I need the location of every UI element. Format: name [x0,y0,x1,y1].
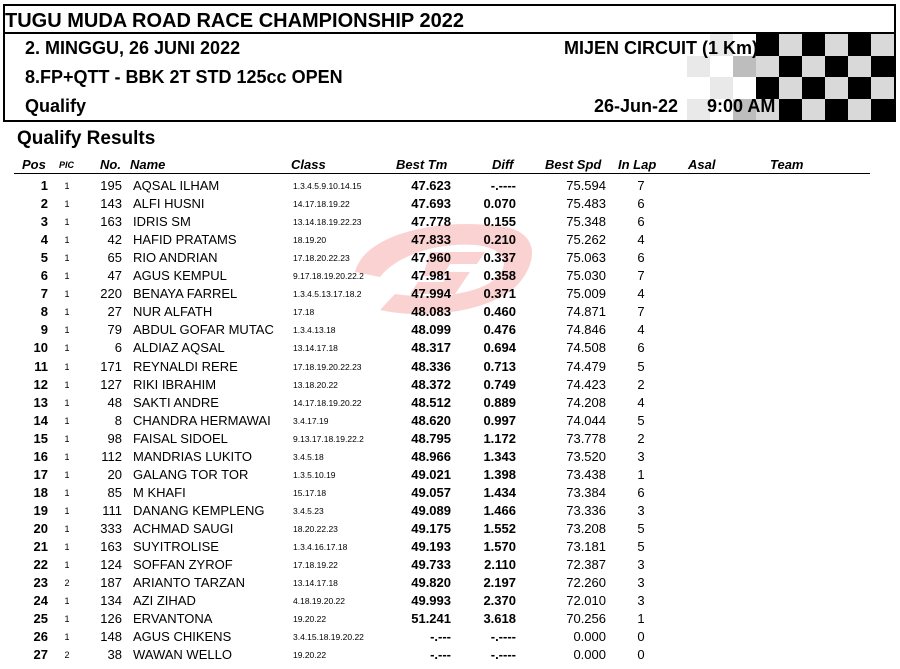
row-rider-name: ACHMAD SAUGI [133,520,234,536]
row-pos: 26 [33,629,48,645]
row-number: 65 [107,250,122,266]
col-best-speed: Best Spd [545,157,602,172]
row-in-lap: 5 [637,358,645,374]
table-row [0,647,900,665]
results-title: Qualify Results [17,128,156,149]
row-rider-name: ERVANTONA [133,611,213,627]
table-row [0,467,900,485]
row-diff: 3.618 [483,611,516,627]
row-best-speed: 74.423 [566,376,606,392]
col-no: No. [100,157,121,172]
row-pic: 1 [64,505,70,516]
row-rider-name: IDRIS SM [133,214,191,230]
championship-title: TUGU MUDA ROAD RACE CHAMPIONSHIP 2022 [5,10,464,32]
row-pos: 6 [40,268,48,284]
row-diff: 1.398 [483,466,516,482]
row-in-lap: 0 [637,647,645,663]
row-class: 13.14.18.19.22.23 [293,217,362,228]
row-pic: 1 [64,560,70,571]
row-diff: 1.466 [483,502,516,518]
row-best-time: 49.175 [411,520,451,536]
row-best-time: 47.693 [411,196,451,212]
row-class: 1.3.4.5.9.10.14.15 [293,181,362,191]
row-rider-name: ABDUL GOFAR MUTAC [133,322,274,338]
row-class: 15.17.18 [293,487,327,498]
row-in-lap: 2 [637,376,645,392]
row-pic: 1 [64,433,70,444]
row-class: 3.4.5.23 [293,505,324,516]
row-rider-name: ALFI HUSNI [133,196,205,212]
row-number: 85 [107,484,122,500]
row-rider-name: MANDRIAS LUKITO [133,448,252,464]
row-diff: 1.172 [483,430,516,446]
row-pic: 1 [64,181,70,191]
session-date: 26-Jun-22 [594,96,679,116]
row-pos: 8 [40,304,48,320]
table-row [0,322,900,340]
row-in-lap: 7 [637,268,645,284]
header-divider [14,173,870,174]
row-best-time: 49.089 [411,502,451,518]
row-diff: 0.476 [483,322,516,338]
row-number: 38 [107,647,122,663]
row-number: 47 [107,268,122,284]
row-best-time: 47.778 [411,214,451,230]
circuit-name: MIJEN CIRCUIT (1 Km) [564,38,759,58]
row-best-time: 49.057 [411,484,451,500]
row-pos: 10 [33,340,48,356]
row-in-lap: 6 [637,250,645,266]
table-row [0,395,900,413]
row-class: 1.3.4.13.18 [293,325,336,336]
row-pos: 1 [40,178,48,193]
row-pos: 11 [34,358,48,374]
row-best-time: 48.099 [411,322,451,338]
col-class: Class [291,157,326,172]
row-in-lap: 3 [637,575,645,591]
row-best-speed: 73.438 [566,466,606,482]
row-best-speed: 0.000 [573,647,606,663]
row-best-time: 49.193 [411,539,451,554]
row-pic: 1 [64,235,70,246]
row-diff: -.---- [490,629,516,645]
col-team: Team [770,157,804,172]
row-best-speed: 73.778 [566,430,606,446]
row-best-time: 48.512 [411,394,451,410]
row-in-lap: 4 [637,322,645,338]
row-class: 13.14.17.18 [293,578,338,589]
row-in-lap: 6 [637,196,645,212]
row-in-lap: 4 [637,232,645,248]
row-best-time: 49.993 [411,593,451,609]
row-pos: 4 [40,232,48,248]
row-rider-name: WAWAN WELLO [133,647,232,663]
row-in-lap: 5 [637,539,645,554]
col-pos: Pos [22,157,46,172]
row-pic: 1 [64,289,70,300]
row-diff: 0.889 [483,394,516,410]
row-number: 163 [100,214,122,230]
row-pos: 18 [33,484,48,500]
row-pic: 1 [64,523,70,534]
row-rider-name: NUR ALFATH [133,304,213,320]
row-diff: -.---- [490,178,516,193]
row-number: 20 [107,466,122,482]
row-best-speed: 75.483 [566,196,606,212]
row-number: 124 [100,557,122,573]
row-in-lap: 1 [637,466,645,482]
row-diff: 0.358 [483,268,516,284]
row-best-time: 49.021 [411,466,451,482]
row-diff: 0.460 [483,304,516,320]
row-class: 17.18.19.22 [293,560,338,571]
row-pic: 1 [64,199,70,210]
row-rider-name: RIO ANDRIAN [133,250,218,266]
row-class: 4.18.19.20.22 [293,596,345,607]
table-row [0,268,900,286]
row-diff: 0.155 [483,214,516,230]
row-number: 48 [107,394,122,410]
row-class: 3.4.5.18 [293,451,324,462]
row-diff: 1.343 [483,448,516,464]
row-number: 27 [107,304,122,320]
row-best-time: 48.372 [411,376,451,392]
row-in-lap: 3 [637,448,645,464]
row-diff: 0.371 [483,286,516,302]
row-best-speed: 74.044 [566,412,606,428]
row-best-time: 48.317 [411,340,451,356]
row-best-speed: 74.508 [566,340,606,356]
session-name: Qualify [25,96,87,116]
row-pic: 1 [64,307,70,318]
row-rider-name: RIKI IBRAHIM [133,376,217,392]
table-row [0,521,900,539]
row-number: 112 [101,448,122,464]
row-best-time: 48.795 [411,430,451,446]
row-rider-name: FAISAL SIDOEL [133,430,228,446]
table-row [0,214,900,232]
row-in-lap: 6 [637,484,645,500]
row-diff: 0.997 [483,412,516,428]
row-best-speed: 73.208 [566,520,606,536]
row-in-lap: 3 [637,502,645,518]
row-in-lap: 6 [637,340,645,356]
row-pos: 5 [40,250,48,266]
row-diff: 1.570 [483,539,516,554]
row-pos: 7 [40,286,48,302]
row-diff: 0.210 [483,232,516,248]
row-class: 1.3.4.16.17.18 [293,542,348,552]
row-class: 9.17.18.19.20.22.2 [293,271,364,282]
row-best-speed: 75.063 [566,250,606,266]
row-in-lap: 4 [637,394,645,410]
table-row [0,286,900,304]
race-name: 8.FP+QTT - BBK 2T STD 125cc OPEN [25,67,343,87]
table-row [0,485,900,503]
row-best-time: 47.994 [411,286,451,302]
table-row [0,304,900,322]
row-in-lap: 6 [637,214,645,230]
row-pic: 1 [64,542,70,552]
col-name: Name [130,157,166,172]
row-in-lap: 4 [637,286,645,302]
row-best-speed: 74.871 [566,304,606,320]
row-rider-name: DANANG KEMPLENG [133,502,265,518]
row-class: 14.17.18.19.22 [293,199,350,210]
row-best-speed: 70.256 [566,611,606,627]
row-rider-name: HAFID PRATAMS [133,232,237,248]
row-in-lap: 5 [637,520,645,536]
row-class: 18.20.22.23 [293,523,338,534]
row-pic: 1 [64,397,70,408]
row-class: 1.3.5.10.19 [293,469,336,480]
row-pic: 2 [64,650,70,661]
row-class: 9.13.17.18.19.22.2 [293,433,364,444]
table-row [0,359,900,377]
row-diff: 0.713 [483,358,516,374]
row-pos: 16 [33,448,48,464]
row-number: 171 [100,358,122,374]
row-class: 19.20.22 [293,614,327,625]
table-row [0,449,900,467]
row-pos: 17 [33,466,48,482]
row-rider-name: ALDIAZ AQSAL [133,340,225,356]
table-row [0,575,900,593]
row-number: 6 [114,340,122,356]
row-pos: 2 [40,196,48,212]
session-time: 9:00 AM [707,96,776,116]
row-number: 333 [100,520,122,536]
row-rider-name: AQSAL ILHAM [133,178,220,193]
row-number: 127 [100,376,122,392]
row-best-time: 47.623 [411,178,451,193]
row-number: 220 [100,286,122,302]
row-best-speed: 74.208 [566,394,606,410]
table-row [0,539,900,557]
row-best-speed: 72.260 [566,575,606,591]
row-best-time: 48.966 [411,448,451,464]
row-number: 111 [102,502,122,518]
row-number: 143 [100,196,122,212]
row-best-speed: 74.479 [566,358,606,374]
row-number: 98 [107,430,122,446]
row-best-time: -.--- [430,647,451,663]
row-pos: 20 [33,520,48,536]
table-row [0,593,900,611]
row-rider-name: CHANDRA HERMAWAI [133,412,271,428]
row-diff: -.---- [490,647,516,663]
row-pos: 15 [33,430,48,446]
row-pos: 12 [33,376,48,392]
row-pic: 1 [64,343,70,354]
row-class: 17.18.19.20.22.23 [293,361,362,372]
row-pos: 22 [33,557,48,573]
table-row [0,340,900,358]
row-number: 79 [107,322,122,338]
row-class: 19.20.22 [293,650,327,661]
row-best-speed: 72.387 [566,557,606,573]
row-pos: 24 [33,593,48,609]
row-pos: 23 [33,575,48,591]
row-number: 187 [100,575,122,591]
row-best-time: 47.833 [411,232,451,248]
row-in-lap: 7 [637,178,645,193]
row-best-speed: 73.384 [566,484,606,500]
row-rider-name: REYNALDI RERE [133,358,238,374]
row-rider-name: AZI ZIHAD [133,593,196,609]
row-best-time: 48.336 [411,358,451,374]
row-pos: 27 [33,647,48,663]
col-diff: Diff [492,157,514,172]
row-rider-name: SUYITROLISE [133,539,219,554]
row-pic: 1 [64,253,70,264]
row-number: 8 [114,412,122,428]
row-class: 17.18 [293,307,315,318]
row-pos: 14 [33,412,48,428]
row-class: 3.4.15.18.19.20.22 [293,632,364,643]
table-row [0,232,900,250]
row-diff: 2.110 [484,557,516,573]
row-pic: 1 [64,596,70,607]
table-row [0,413,900,431]
row-in-lap: 3 [637,593,645,609]
row-pic: 1 [64,379,70,390]
table-row [0,431,900,449]
row-number: 195 [100,178,122,193]
row-best-speed: 75.262 [566,232,606,248]
row-diff: 0.070 [483,196,516,212]
row-pic: 1 [64,469,70,480]
row-in-lap: 0 [637,629,645,645]
row-class: 13.18.20.22 [293,379,338,390]
row-rider-name: SOFFAN ZYROF [133,557,233,573]
table-row [0,377,900,395]
row-best-speed: 72.010 [566,593,606,609]
col-asal: Asal [688,157,716,172]
row-pic: 1 [64,614,70,625]
table-row [0,250,900,268]
table-row [0,196,900,214]
row-number: 126 [100,611,122,627]
row-rider-name: M KHAFI [133,484,186,500]
row-number: 42 [107,232,122,248]
row-pos: 25 [33,611,48,627]
row-best-speed: 75.009 [566,286,606,302]
row-pos: 13 [33,394,48,410]
row-rider-name: AGUS KEMPUL [133,268,227,284]
row-in-lap: 1 [637,611,645,627]
row-diff: 2.370 [483,593,516,609]
col-in-lap: In Lap [618,157,657,172]
row-best-speed: 0.000 [573,629,606,645]
row-best-time: 47.960 [411,250,451,266]
row-diff: 1.434 [483,484,516,500]
row-class: 17.18.20.22.23 [293,253,350,264]
row-pic: 1 [64,325,70,336]
row-best-speed: 73.520 [566,448,606,464]
row-class: 3.4.17.19 [293,415,329,426]
row-best-speed: 74.846 [566,322,606,338]
row-in-lap: 5 [637,412,645,428]
row-best-time: -.--- [430,629,451,645]
row-best-speed: 75.348 [566,214,606,230]
row-pic: 1 [64,632,70,643]
row-rider-name: GALANG TOR TOR [133,466,249,482]
row-in-lap: 3 [637,557,645,573]
row-rider-name: AGUS CHIKENS [133,629,232,645]
row-pos: 9 [40,322,48,338]
row-diff: 1.552 [483,520,516,536]
col-best-time: Best Tm [396,157,448,172]
row-in-lap: 7 [637,304,645,320]
row-best-speed: 75.030 [566,268,606,284]
row-class: 14.17.18.19.20.22 [293,397,362,408]
row-pic: 1 [64,487,70,498]
table-row [0,611,900,629]
row-best-speed: 73.336 [566,502,606,518]
table-row [0,178,900,196]
row-class: 18.19.20 [293,235,327,246]
row-diff: 0.749 [483,376,516,392]
row-best-time: 48.083 [411,304,451,320]
row-pic: 1 [64,415,70,426]
row-class: 1.3.4.5.13.17.18.2 [293,289,362,300]
row-number: 148 [100,629,122,645]
row-pos: 21 [33,539,48,554]
row-number: 134 [100,593,122,609]
table-row [0,557,900,575]
row-pic: 2 [64,578,70,589]
row-best-time: 49.733 [411,557,451,573]
row-class: 13.14.17.18 [293,343,338,354]
row-rider-name: SAKTI ANDRE [133,394,219,410]
row-pic: 1 [64,271,70,282]
table-row [0,629,900,647]
col-pic: PIC [59,160,75,170]
row-rider-name: ARIANTO TARZAN [133,575,245,591]
row-pic: 1 [64,451,70,462]
row-best-speed: 75.594 [566,178,606,193]
row-pic: 1 [64,361,70,372]
row-diff: 0.337 [483,250,516,266]
row-best-time: 47.981 [411,268,451,284]
row-number: 163 [100,539,122,554]
row-best-time: 49.820 [411,575,451,591]
row-best-speed: 73.181 [566,539,606,554]
event-date: 2. MINGGU, 26 JUNI 2022 [25,38,241,58]
row-in-lap: 2 [637,430,645,446]
row-best-time: 48.620 [411,412,451,428]
row-diff: 2.197 [483,575,516,591]
row-pos: 3 [40,214,48,230]
row-diff: 0.694 [483,340,516,356]
table-row [0,503,900,521]
row-pic: 1 [64,217,70,228]
row-pos: 19 [33,502,48,518]
row-best-time: 51.241 [411,611,451,627]
row-rider-name: BENAYA FARREL [133,286,238,302]
